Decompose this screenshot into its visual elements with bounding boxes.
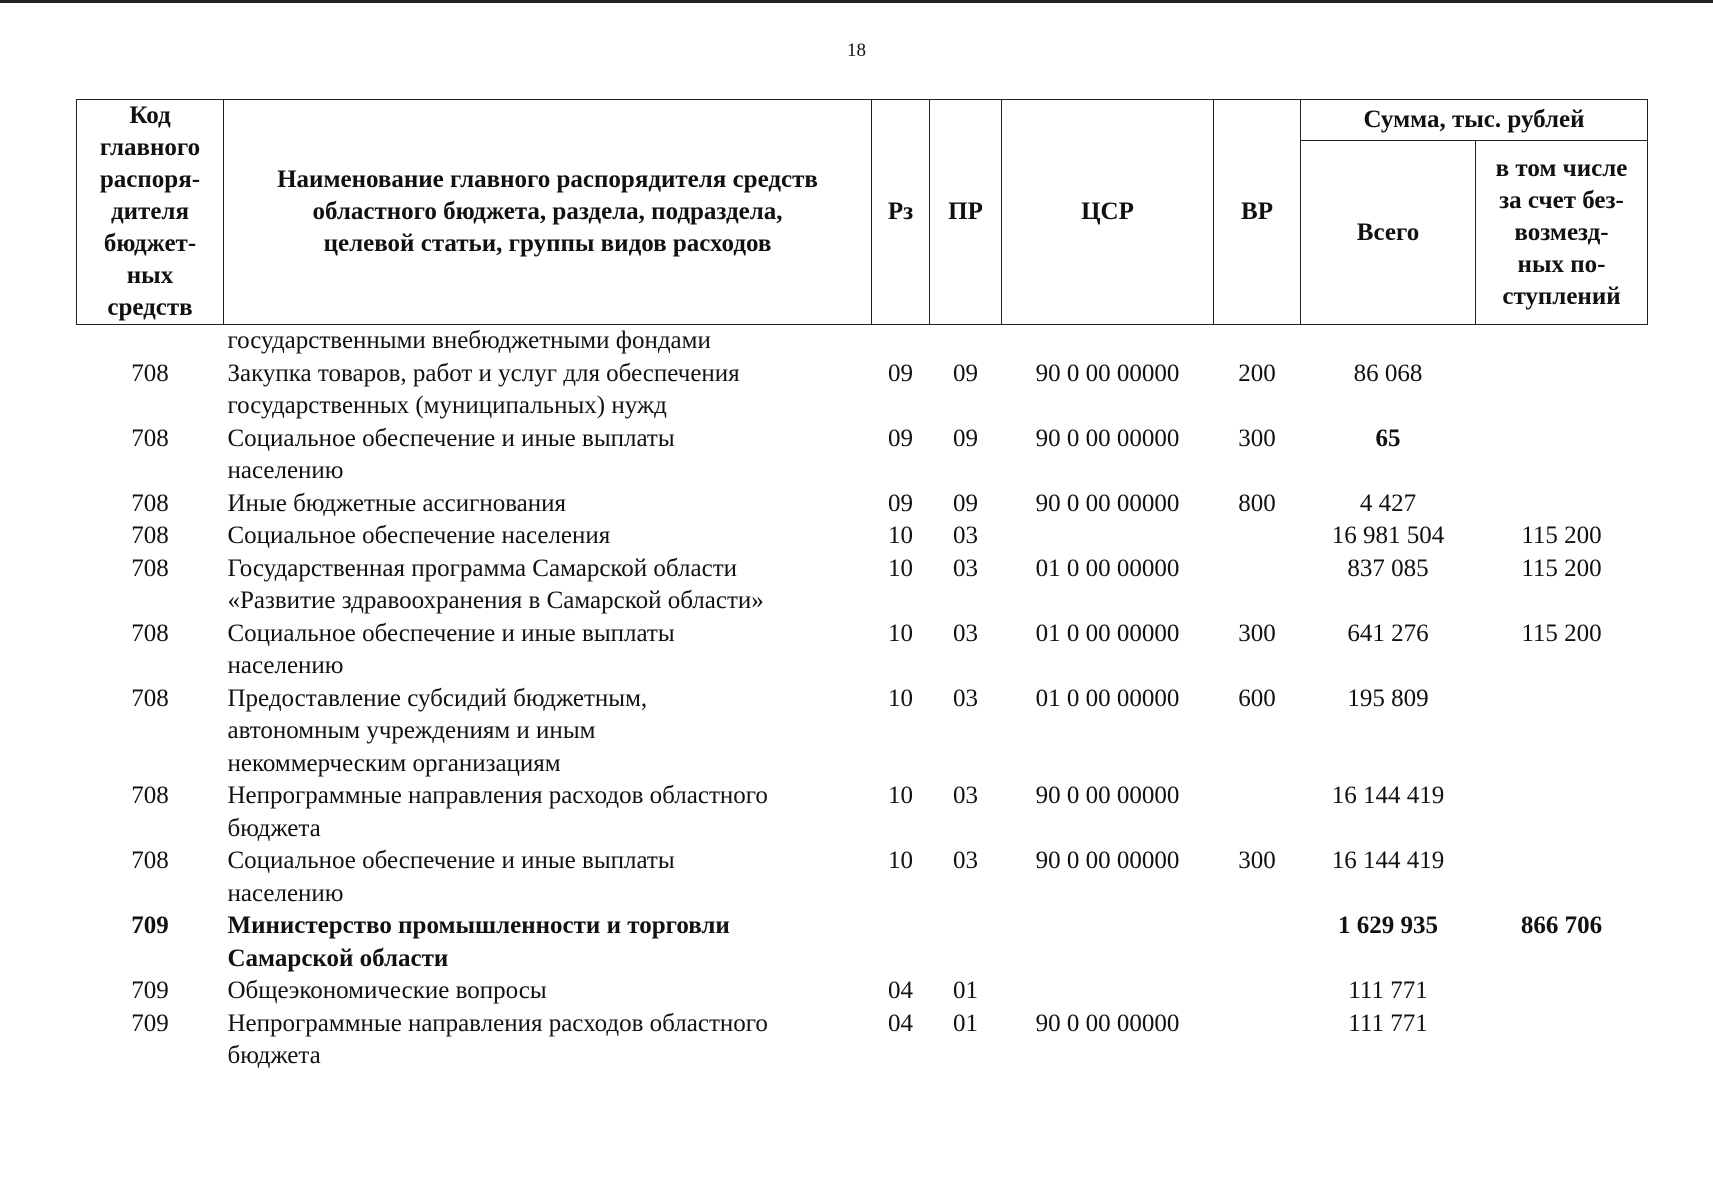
table-row <box>77 488 1648 521</box>
cell-total <box>1301 1008 1476 1073</box>
cell-pr-value: 03 <box>953 522 978 549</box>
cell-rz <box>872 780 930 845</box>
cell-total-value: 4 427 <box>1359 489 1417 517</box>
table-row <box>77 780 1648 845</box>
cell-incl <box>1476 520 1648 553</box>
cell-vr-value: 300 <box>1238 424 1276 452</box>
header-rz: Рз <box>872 100 930 325</box>
cell-vr-value: 200 <box>1238 359 1276 387</box>
cell-total <box>1301 325 1476 358</box>
cell-pr <box>930 553 1002 618</box>
cell-name <box>224 325 872 358</box>
cell-vr <box>1214 488 1301 521</box>
cell-code <box>77 845 224 910</box>
cell-name <box>224 358 872 423</box>
cell-total-value: 641 276 <box>1347 619 1429 647</box>
cell-code <box>77 1008 224 1073</box>
cell-pr <box>930 975 1002 1008</box>
cell-name-line: «Развитие здравоохранения в Самарской области» <box>227 587 764 614</box>
cell-incl <box>1476 683 1648 781</box>
cell-vr <box>1214 845 1301 910</box>
cell-name <box>224 553 872 618</box>
cell-total-value: 86 068 <box>1353 359 1423 387</box>
cell-incl <box>1476 325 1648 358</box>
table-row <box>77 423 1648 488</box>
cell-code <box>77 358 224 423</box>
cell-csr <box>1002 488 1214 521</box>
cell-code-value: 708 <box>131 684 169 712</box>
table-row <box>77 618 1648 683</box>
cell-code <box>77 780 224 845</box>
table-row <box>77 910 1648 975</box>
cell-code <box>77 423 224 488</box>
cell-total-value: 16 144 419 <box>1331 847 1445 874</box>
cell-rz-value: 10 <box>888 619 913 647</box>
cell-code-value: 708 <box>131 847 169 874</box>
cell-pr-value: 09 <box>953 489 978 517</box>
cell-incl <box>1476 423 1648 488</box>
cell-total <box>1301 683 1476 781</box>
header-csr: ЦСР <box>1002 100 1214 325</box>
cell-rz <box>872 975 930 1008</box>
cell-total <box>1301 553 1476 618</box>
cell-total <box>1301 423 1476 488</box>
cell-total <box>1301 975 1476 1008</box>
cell-name-line: Министерство промышленности и торговли <box>227 912 730 939</box>
cell-name <box>224 1008 872 1073</box>
header-sum: Сумма, тыс. рублей <box>1301 100 1648 141</box>
cell-pr <box>930 358 1002 423</box>
cell-code <box>77 618 224 683</box>
cell-name-line: населению <box>227 652 344 679</box>
cell-code-value: 708 <box>131 424 169 452</box>
cell-pr-value: 09 <box>953 424 978 452</box>
cell-name <box>224 488 872 521</box>
cell-csr-value: 90 0 00 00000 <box>1035 489 1180 517</box>
cell-rz-value: 09 <box>888 424 913 452</box>
cell-csr <box>1002 423 1214 488</box>
cell-vr-value: 300 <box>1238 847 1276 874</box>
cell-pr-value: 01 <box>953 1009 978 1037</box>
cell-code-value: 708 <box>131 554 169 582</box>
cell-vr-value: 300 <box>1238 619 1276 647</box>
cell-vr <box>1214 683 1301 781</box>
cell-name-line: бюджета <box>227 1042 321 1069</box>
table-row <box>77 1008 1648 1073</box>
cell-csr-value: 01 0 00 00000 <box>1035 619 1180 647</box>
cell-incl-value: 866 706 <box>1520 912 1603 939</box>
cell-rz <box>872 683 930 781</box>
cell-vr <box>1214 553 1301 618</box>
cell-rz-value: 10 <box>888 554 913 582</box>
cell-vr-value: 800 <box>1238 489 1276 517</box>
cell-csr <box>1002 1008 1214 1073</box>
cell-incl <box>1476 358 1648 423</box>
cell-vr <box>1214 423 1301 488</box>
cell-csr-value: 01 0 00 00000 <box>1035 684 1180 712</box>
cell-rz-value: 10 <box>888 782 913 809</box>
cell-code <box>77 975 224 1008</box>
cell-csr-value: 90 0 00 00000 <box>1035 424 1180 452</box>
cell-csr-value: 90 0 00 00000 <box>1035 359 1180 387</box>
cell-name <box>224 423 872 488</box>
cell-incl <box>1476 910 1648 975</box>
table-row <box>77 683 1648 781</box>
cell-vr-value: 600 <box>1238 684 1276 712</box>
cell-csr-value: 90 0 00 00000 <box>1035 1009 1180 1037</box>
cell-csr-value: 90 0 00 00000 <box>1035 782 1180 809</box>
table-row <box>77 520 1648 553</box>
cell-total-value: 837 085 <box>1347 554 1429 582</box>
cell-name <box>224 683 872 781</box>
cell-vr <box>1214 780 1301 845</box>
table-row <box>77 325 1648 358</box>
cell-incl <box>1476 488 1648 521</box>
header-pr: ПР <box>930 100 1002 325</box>
cell-rz-value: 10 <box>888 847 913 874</box>
cell-total <box>1301 520 1476 553</box>
cell-incl-value: 115 200 <box>1521 554 1602 582</box>
cell-total <box>1301 910 1476 975</box>
cell-pr <box>930 780 1002 845</box>
cell-rz-value: 10 <box>888 522 913 549</box>
cell-rz <box>872 325 930 358</box>
cell-name <box>224 520 872 553</box>
cell-pr <box>930 520 1002 553</box>
header-vr: ВР <box>1214 100 1301 325</box>
cell-incl <box>1476 1008 1648 1073</box>
cell-pr-value: 03 <box>953 847 978 874</box>
cell-code <box>77 553 224 618</box>
cell-total-value: 195 809 <box>1347 684 1429 712</box>
cell-pr-value: 03 <box>953 619 978 647</box>
cell-rz <box>872 488 930 521</box>
cell-code-value: 708 <box>131 619 169 647</box>
cell-csr <box>1002 780 1214 845</box>
cell-rz <box>872 520 930 553</box>
cell-name-line: Предоставление субсидий бюджетным, <box>227 684 648 712</box>
cell-name <box>224 845 872 910</box>
cell-csr <box>1002 845 1214 910</box>
cell-code-value: 709 <box>131 1009 169 1037</box>
cell-code <box>77 325 224 358</box>
cell-name-line: Общеэкономические вопросы <box>227 977 547 1004</box>
cell-pr <box>930 845 1002 910</box>
cell-name <box>224 618 872 683</box>
cell-pr <box>930 683 1002 781</box>
top-border-line <box>0 0 1713 3</box>
cell-code <box>77 683 224 781</box>
cell-incl <box>1476 618 1648 683</box>
cell-code-value: 709 <box>131 977 169 1004</box>
table-header <box>77 100 1648 325</box>
cell-rz-value: 04 <box>888 977 913 1004</box>
cell-name-line: Социальное обеспечение и иные выплаты <box>227 619 675 647</box>
cell-rz <box>872 910 930 975</box>
cell-vr <box>1214 910 1301 975</box>
table-row <box>77 553 1648 618</box>
cell-csr <box>1002 618 1214 683</box>
cell-rz-value: 09 <box>888 489 913 517</box>
cell-pr <box>930 910 1002 975</box>
header-name: Наименование главного распорядителя средств областного бюджета, раздела, подраздела, целевой статьи, группы видов расходов <box>224 100 872 325</box>
cell-name-line: некоммерческим организациям <box>227 749 561 777</box>
cell-pr-value: 03 <box>953 782 978 809</box>
cell-csr-value: 90 0 00 00000 <box>1035 847 1180 874</box>
cell-code-value: 708 <box>131 522 169 549</box>
header-incl: в том числе за счет без- возмезд- ных по- ступлений <box>1476 141 1648 325</box>
cell-rz <box>872 1008 930 1073</box>
cell-pr <box>930 325 1002 358</box>
cell-total-value: 16 144 419 <box>1331 782 1445 809</box>
cell-csr <box>1002 910 1214 975</box>
cell-total-value: 1 629 935 <box>1338 912 1438 939</box>
cell-pr <box>930 488 1002 521</box>
cell-total <box>1301 488 1476 521</box>
cell-pr-value: 03 <box>953 684 978 712</box>
cell-name-line: Социальное обеспечение и иные выплаты <box>227 424 675 452</box>
cell-code <box>77 488 224 521</box>
cell-incl <box>1476 553 1648 618</box>
cell-total <box>1301 780 1476 845</box>
cell-name-line: Непрограммные направления расходов областного <box>227 782 768 809</box>
cell-pr-value: 03 <box>953 554 978 582</box>
cell-name <box>224 910 872 975</box>
cell-code-value: 708 <box>131 782 169 809</box>
cell-code-value: 709 <box>131 912 169 939</box>
cell-name-line: Закупка товаров, работ и услуг для обеспечения <box>227 359 740 387</box>
cell-name-line: Иные бюджетные ассигнования <box>227 489 567 517</box>
cell-name-line: автономным учреждениям и иным <box>227 717 596 744</box>
cell-vr <box>1214 618 1301 683</box>
cell-csr <box>1002 553 1214 618</box>
cell-code-value: 708 <box>131 489 169 517</box>
cell-rz <box>872 553 930 618</box>
cell-incl <box>1476 780 1648 845</box>
cell-pr <box>930 618 1002 683</box>
cell-vr <box>1214 358 1301 423</box>
cell-name-line: Социальное обеспечение населения <box>227 522 611 549</box>
cell-name-line: населению <box>227 879 344 907</box>
table-row <box>77 975 1648 1008</box>
cell-csr <box>1002 683 1214 781</box>
cell-csr-value: 01 0 00 00000 <box>1035 554 1180 582</box>
cell-vr <box>1214 975 1301 1008</box>
cell-csr <box>1002 358 1214 423</box>
header-total: Всего <box>1301 141 1476 325</box>
cell-rz-value: 10 <box>888 684 913 712</box>
cell-pr-value: 09 <box>953 359 978 387</box>
cell-total-value: 111 771 <box>1348 1009 1428 1037</box>
cell-incl-value: 115 200 <box>1521 522 1602 549</box>
budget-table <box>76 99 1648 1073</box>
cell-vr <box>1214 325 1301 358</box>
cell-name-line: бюджета <box>227 814 321 842</box>
cell-name <box>224 975 872 1008</box>
cell-total <box>1301 618 1476 683</box>
cell-total-value: 65 <box>1375 424 1401 452</box>
cell-vr <box>1214 520 1301 553</box>
cell-rz <box>872 358 930 423</box>
cell-code <box>77 910 224 975</box>
cell-total-value: 111 771 <box>1348 977 1428 1004</box>
cell-code-value: 708 <box>131 359 169 387</box>
cell-incl <box>1476 845 1648 910</box>
table-row <box>77 845 1648 910</box>
cell-name-line: населению <box>227 457 344 484</box>
cell-incl <box>1476 975 1648 1008</box>
cell-vr <box>1214 1008 1301 1073</box>
cell-name-line: государственными внебюджетными фондами <box>227 327 711 354</box>
cell-name-line: Самарской области <box>227 944 449 972</box>
cell-name-line: Непрограммные направления расходов областного <box>227 1009 768 1037</box>
cell-total <box>1301 845 1476 910</box>
table-row <box>77 358 1648 423</box>
cell-csr <box>1002 520 1214 553</box>
cell-name-line: Государственная программа Самарской области <box>227 554 737 582</box>
cell-csr <box>1002 325 1214 358</box>
cell-csr <box>1002 975 1214 1008</box>
cell-rz <box>872 618 930 683</box>
cell-incl-value: 115 200 <box>1521 619 1602 647</box>
cell-name-line: государственных (муниципальных) нужд <box>227 392 667 419</box>
cell-pr <box>930 1008 1002 1073</box>
table-body <box>77 325 1648 1073</box>
cell-name <box>224 780 872 845</box>
cell-pr <box>930 423 1002 488</box>
cell-name-line: Социальное обеспечение и иные выплаты <box>227 847 675 874</box>
cell-code <box>77 520 224 553</box>
cell-rz <box>872 845 930 910</box>
page-number: 18 <box>847 40 866 61</box>
cell-rz <box>872 423 930 488</box>
header-code: Код главного распоря- дителя бюджет- ных средств <box>77 100 224 325</box>
cell-total <box>1301 358 1476 423</box>
cell-pr-value: 01 <box>953 977 978 1004</box>
cell-rz-value: 04 <box>888 1009 913 1037</box>
cell-rz-value: 09 <box>888 359 913 387</box>
cell-total-value: 16 981 504 <box>1331 522 1445 549</box>
